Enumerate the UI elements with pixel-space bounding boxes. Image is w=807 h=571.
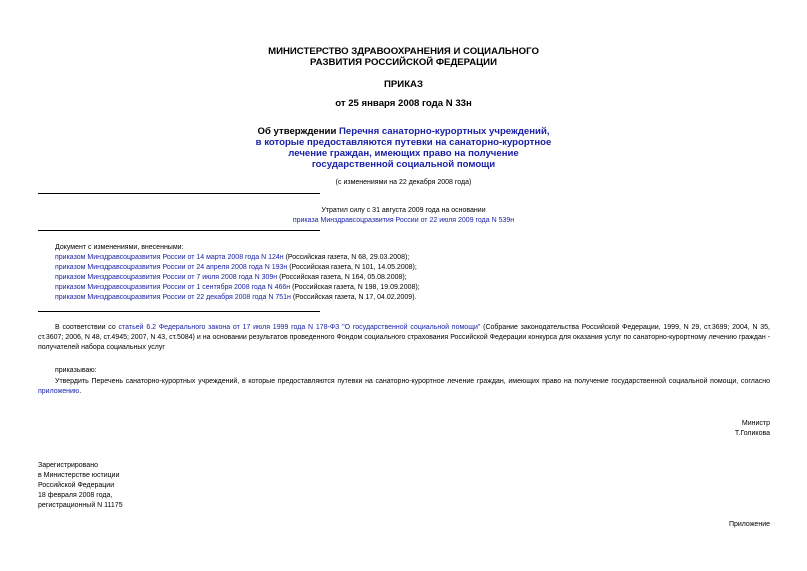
invalid-notice-line1: Утратил силу с 31 августа 2009 года на основании — [321, 207, 486, 214]
change-source: (Российская газета, N 17, 04.02.2009). — [290, 294, 417, 301]
title-link-line1[interactable]: Перечня санаторно-курортных учреждений, — [339, 126, 550, 137]
changes-item — [55, 283, 420, 293]
preamble-paragraph — [38, 323, 770, 354]
preamble-post: (Собрание законодательства Российской Федерации, 1999, N 29, ст.3699; 2004, N 35, ст.3607; 2006, N 48, ст.4945; 2007, N 43, ст.5084) и на основании результатов проведенного Фондом социального страхования Российской Федерации конкурса для оказания услуг по санаторно-курортному лечению граждан - получателей набора социальных услуг — [38, 324, 771, 352]
change-source: (Российская газета, N 198, 19.09.2008); — [290, 284, 420, 291]
appendix-link[interactable]: приложению — [38, 388, 80, 396]
title-line2 — [0, 137, 807, 148]
divider — [38, 311, 320, 312]
change-order-link[interactable]: приказом Минздравсоцразвития России от 22 декабря 2008 года N 751н — [55, 294, 291, 301]
change-order-link[interactable]: приказом Минздравсоцразвития России от 14 марта 2008 года N 124н — [55, 254, 284, 261]
signatory-name: Т.Голикова — [734, 430, 770, 437]
registration-block — [38, 461, 123, 511]
title-link-line3[interactable]: лечение граждан, имеющих право на получение — [288, 148, 519, 159]
registration-line: Зарегистрировано — [38, 462, 98, 469]
title-line4 — [0, 159, 807, 170]
signatory-position: Министр — [741, 420, 770, 427]
divider — [38, 193, 320, 194]
preamble-pre: В соответствии со — [55, 324, 119, 331]
title-line1 — [0, 126, 807, 137]
title-link-line4[interactable]: государственной социальной помощи — [311, 159, 496, 170]
title-line3 — [0, 148, 807, 159]
changes-item — [55, 273, 420, 283]
changes-item — [55, 293, 420, 303]
ministry-name-line2: РАЗВИТИЯ РОССИЙСКОЙ ФЕДЕРАЦИИ — [310, 57, 497, 68]
change-order-link[interactable]: приказом Минздравсоцразвития России от 7 июля 2008 года N 309н — [55, 274, 278, 281]
order-paragraph — [38, 377, 770, 397]
change-source: (Российская газета, N 164, 05.08.2008); — [277, 274, 407, 281]
registration-line: 18 февраля 2008 года, — [38, 492, 113, 499]
registration-line: регистрационный N 11175 — [38, 502, 123, 509]
ministry-name-line1: МИНИСТЕРСТВО ЗДРАВООХРАНЕНИЯ И СОЦИАЛЬНОГО — [268, 46, 539, 57]
order-word: приказываю: — [55, 367, 97, 374]
changes-list — [55, 243, 420, 303]
title-prefix: Об утверждении — [257, 126, 340, 137]
change-order-link[interactable]: приказом Минздравсоцразвития России от 24 апреля 2008 года N 193н — [55, 264, 288, 271]
amended-note: (с изменениями на 22 декабря 2008 года) — [335, 179, 472, 186]
change-source: (Российская газета, N 68, 29.03.2008); — [283, 254, 410, 261]
document-type: ПРИКАЗ — [384, 79, 423, 90]
divider — [38, 230, 320, 231]
federal-law-link[interactable]: статьей 6.2 Федерального закона от 17 июля 1999 года N 178-ФЗ "О государственной социальной помощи" — [118, 324, 481, 331]
order-pre: Утвердить Перечень санаторно-курортных учреждений, в которые предоставляются путевки на санаторно-курортное лечение граждан, имеющих право на получение государственной социальной помощи, согласно — [55, 378, 770, 385]
change-source: (Российская газета, N 101, 14.05.2008); — [287, 264, 417, 271]
changes-item — [55, 253, 420, 263]
title-link-line2[interactable]: в которые предоставляются путевки на санаторно-курортное — [255, 137, 552, 148]
order-post: . — [79, 388, 82, 396]
invalidating-order-link[interactable]: приказа Минздравсоцразвития России от 22 июля 2009 года N 539н — [292, 217, 515, 224]
appendix-label: Приложение — [728, 521, 770, 528]
changes-intro: Документ с изменениями, внесенными: — [55, 244, 184, 251]
document-date: от 25 января 2008 года N 33н — [335, 98, 472, 109]
invalid-notice-line2 — [0, 216, 807, 226]
registration-line: Российской Федерации — [38, 482, 115, 489]
registration-line: в Министерстве юстиции — [38, 472, 120, 479]
changes-item — [55, 263, 420, 273]
document-title — [0, 126, 807, 170]
change-order-link[interactable]: приказом Минздравсоцразвития России от 1 сентября 2008 года N 466н — [55, 284, 291, 291]
